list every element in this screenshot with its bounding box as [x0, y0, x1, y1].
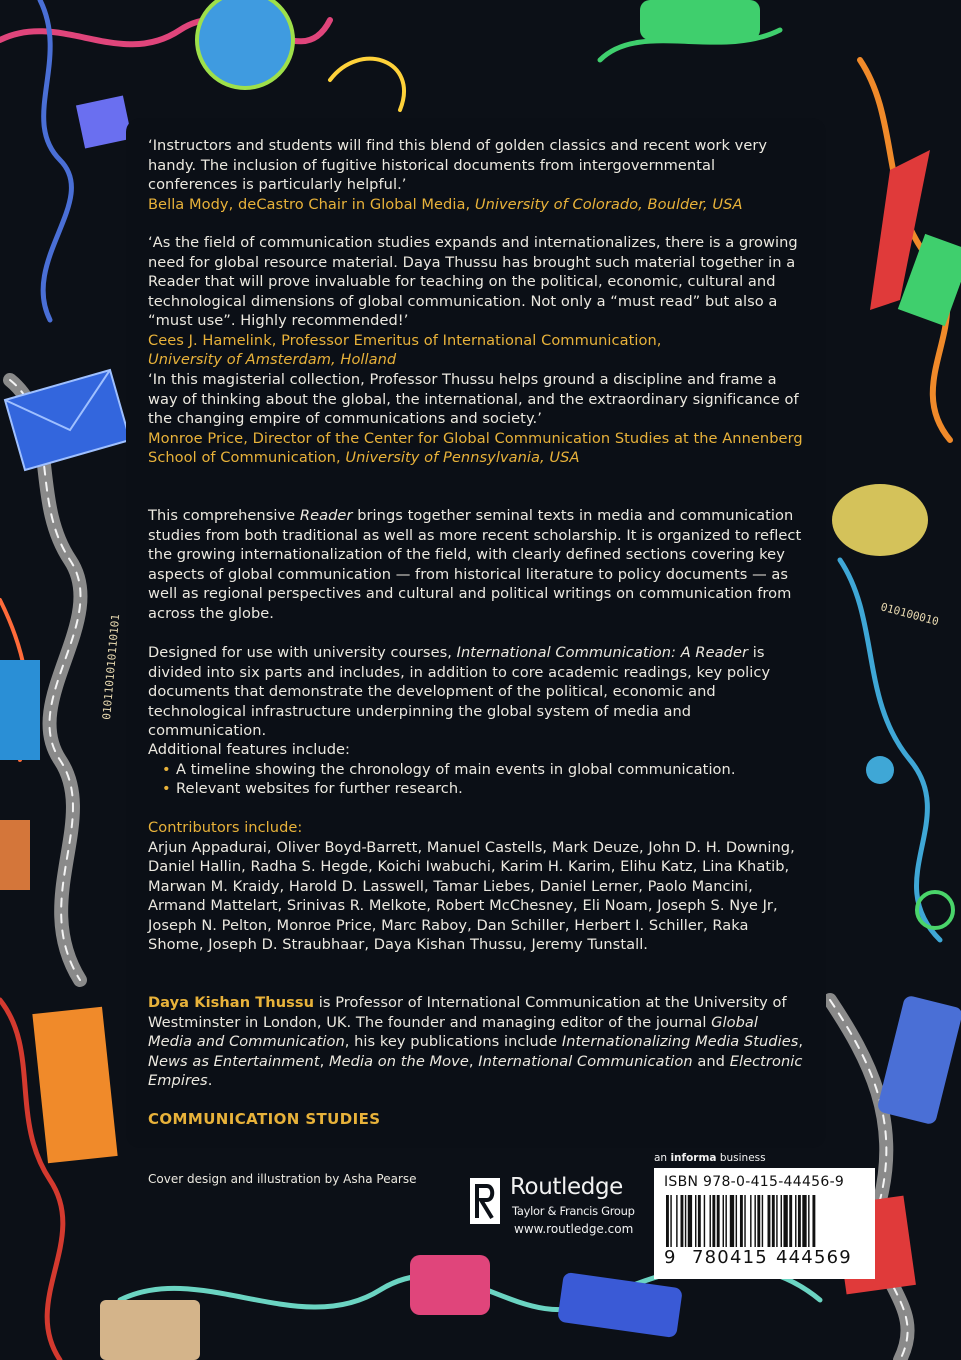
barcode-bar	[670, 1195, 671, 1247]
barcode-bar	[772, 1195, 775, 1247]
quote-text: ‘Instructors and students will find this blend of golden classics and recent work very handy. The inclusion of fugitive historical documents from intergovernmental conferences is particularly helpful.’	[148, 137, 768, 193]
barcode-bar	[723, 1195, 724, 1247]
review-quote-2	[148, 233, 806, 370]
barcode-bar	[710, 1195, 711, 1247]
publisher-block	[470, 1174, 645, 1244]
barcode-bar	[676, 1195, 677, 1247]
feature-item: • A timeline showing the chronology of main events in global communication.	[176, 760, 806, 780]
barcode-bar	[740, 1195, 743, 1247]
barcode-bar	[757, 1195, 760, 1247]
quote-attribution: Bella Mody, deCastro Chair in Global Media, University of Colorado, Boulder, USA	[148, 195, 743, 213]
isbn-barcode-box: ISBN 978-0-415-44456-9 9 780415 444569	[654, 1168, 875, 1279]
barcode-bar	[704, 1195, 705, 1247]
barcode-bar	[698, 1195, 701, 1247]
description-paragraph-1: This comprehensive Reader brings together seminal texts in media and communication studies from both traditional as well as more recent scholarship. It is organized to reflect the growing internationalization of the field, with clearly defined sections covering key aspects of global communication — from historical literature to policy documents — as well as regional perspectives and cultural and political writings on communication from across the globe.	[148, 507, 802, 622]
barcode-bar	[666, 1195, 669, 1247]
author-name: Daya Kishan Thussu	[148, 994, 315, 1011]
publisher-group: Taylor & Francis Group	[512, 1204, 635, 1218]
publisher-name: Routledge	[510, 1174, 623, 1200]
subject-category: COMMUNICATION STUDIES	[148, 1110, 381, 1128]
contributors-section	[148, 818, 806, 955]
barcode-bar	[744, 1195, 745, 1247]
barcode-bar	[695, 1195, 696, 1247]
barcode-bar	[783, 1195, 787, 1247]
barcode-bar	[717, 1195, 720, 1247]
informa-tagline: an informa business	[654, 1152, 766, 1164]
quote-text: ‘In this magisterial collection, Professor Thussu helps ground a discipline and frame a way of thinking about the global, the international, and the extraordinary significance of the changing empire of communications and society.’	[148, 371, 799, 427]
barcode-bar	[789, 1195, 792, 1247]
svg-text:010100010: 010100010	[879, 600, 941, 629]
barcode-bar	[768, 1195, 771, 1247]
features-list	[148, 760, 806, 799]
review-quote-3	[148, 370, 806, 468]
barcode-bar	[754, 1195, 755, 1247]
barcode-bar	[681, 1195, 684, 1247]
barcode-bar	[808, 1195, 809, 1247]
feature-item: • Relevant websites for further research.	[176, 779, 806, 799]
barcode-bar	[798, 1195, 801, 1247]
barcode-bar	[812, 1195, 815, 1247]
barcode-bar	[736, 1195, 737, 1247]
barcode-bar	[781, 1195, 782, 1247]
barcode-image	[664, 1195, 865, 1247]
description-paragraph-2: Designed for use with university courses, International Communication: A Reader is divided into six parts and includes, in addition to core academic readings, key policy documents that demonstrate the development of the political, economic and technological infrastructure underpinning the global system of media and communication.	[148, 644, 771, 739]
svg-text:0101101010110101: 0101101010110101	[100, 613, 123, 721]
isbn-label: ISBN 978-0-415-44456-9	[664, 1174, 845, 1190]
barcode-bar	[725, 1195, 726, 1247]
quote-attribution: Monroe Price, Director of the Center for Global Communication Studies at the Annenberg School of Communication, University of Pennsylvania, USA	[148, 429, 803, 466]
features-section	[148, 740, 806, 799]
features-heading: Additional features include:	[148, 741, 351, 758]
barcode-bar	[750, 1195, 751, 1247]
author-bio: Daya Kishan Thussu is Professor of International Communication at the University of Westminster in London, UK. The founder and managing editor of the journal Global Media and Communication, his key publications include Internationalizing Media Studies, News as Entertainment, Media on the Move, International Communication and Electronic Empires.	[148, 994, 804, 1089]
barcode-bar	[776, 1195, 777, 1247]
barcode-bar	[712, 1195, 715, 1247]
barcode-bar	[685, 1195, 686, 1247]
barcode-bar	[795, 1195, 796, 1247]
quote-text: ‘As the field of communication studies expands and internationalizes, there is a growing need for global resource material. Daya Thussu has brought such material together in a Reader that will prove invaluable for teaching on the political, economic, cultural and technological dimensions of global communication. Not only a “must read” but also a “must use”. Highly recommended!’	[148, 234, 798, 329]
contributors-heading: Contributors include:	[148, 819, 303, 836]
cover-credit: Cover design and illustration by Asha Pearse	[148, 1172, 417, 1186]
barcode-bar	[730, 1195, 734, 1247]
routledge-r-logo-icon	[470, 1178, 500, 1224]
barcode-bar	[688, 1195, 692, 1247]
quote-attribution: Cees J. Hamelink, Professor Emeritus of International Communication, University of Amsterdam, Holland	[148, 331, 662, 368]
barcode-bar	[762, 1195, 763, 1247]
publisher-url: www.routledge.com	[514, 1222, 634, 1236]
review-quote-1	[148, 136, 806, 214]
barcode-bar	[802, 1195, 806, 1247]
contributors-list: Arjun Appadurai, Oliver Boyd-Barrett, Manuel Castells, Mark Deuze, John D. H. Downing, Daniel Hallin, Radha S. Hegde, Koichi Iwabuchi, Karim H. Karim, Elihu Katz, Lina Khatib, Marwan M. Kraidy, Harold D. Lasswell, Tamar Liebes, Daniel Lerner, Paolo Mancini, Armand Mattelart, Srinivas R. Melkote, Robert McChesney, Eli Noam, Joseph S. Nye Jr, Joseph N. Pelton, Monroe Price, Marc Raboy, Dan Schiller, Herbert I. Schiller, Raka Shome, Joseph D. Straubhaar, Daya Kishan Thussu, Jeremy Tunstall.	[148, 838, 795, 953]
